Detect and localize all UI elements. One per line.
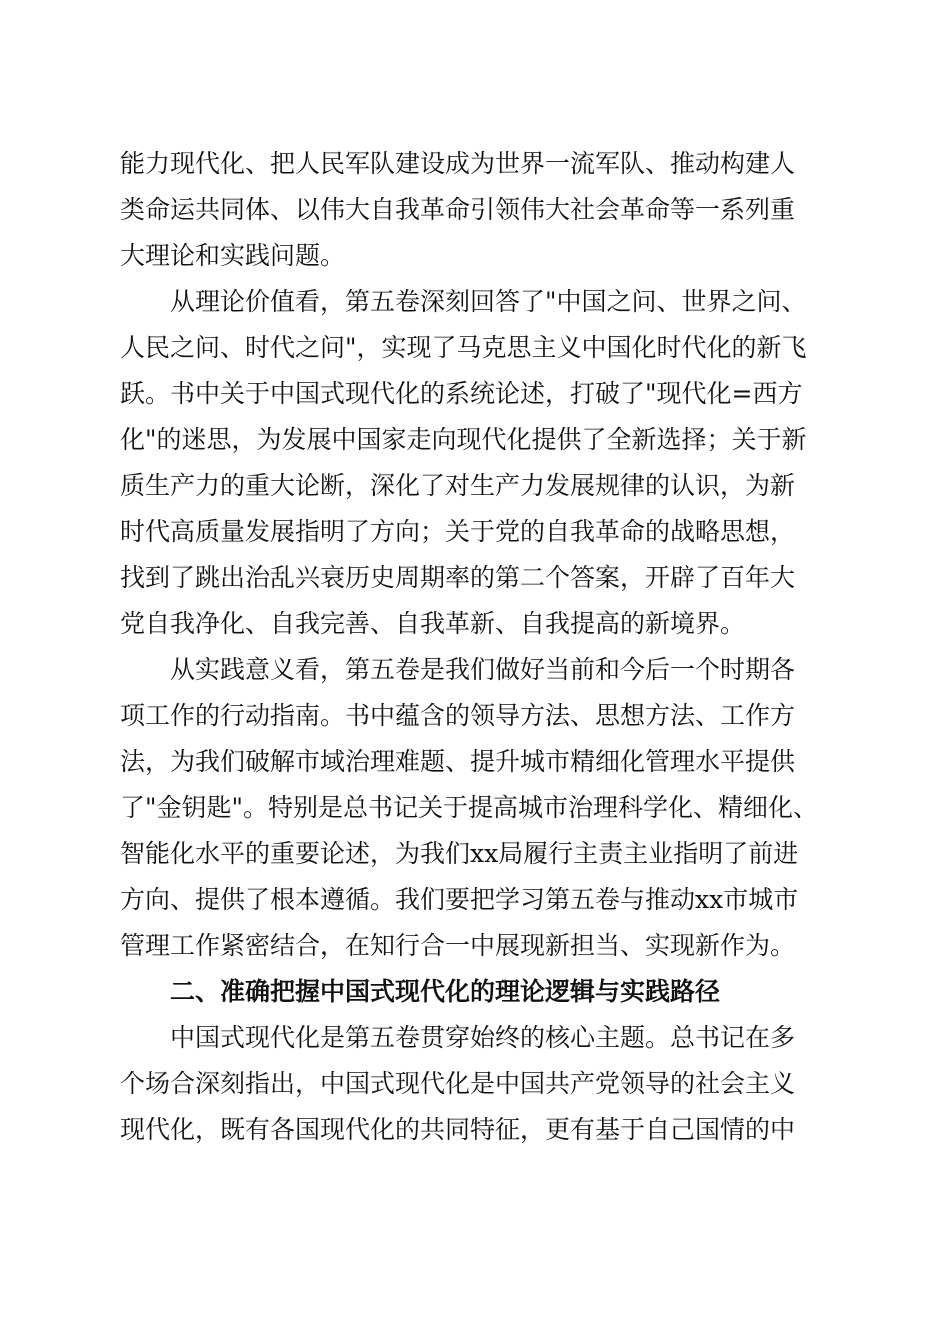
paragraph-2-line-8: 党自我净化、自我完善、自我革新、自我提高的新境界。 xyxy=(120,609,746,638)
paragraph-2 xyxy=(120,279,832,647)
paragraph-2-line-6: 时代高质量发展指明了方向；关于党的自我革命的战略思想， xyxy=(120,517,796,546)
paragraph-2-line-5: 质生产力的重大论断，深化了对生产力发展规律的认识，为新 xyxy=(120,471,796,500)
paragraph-4 xyxy=(120,1015,832,1153)
paragraph-2-line-7: 找到了跳出治乱兴衰历史周期率的第二个答案，开辟了百年大 xyxy=(120,563,796,592)
paragraph-1 xyxy=(120,141,832,279)
paragraph-3-line-7: 管理工作紧密结合，在知行合一中展现新担当、实现新作为。 xyxy=(120,931,796,960)
paragraph-4-line-2: 个场合深刻指出，中国式现代化是中国共产党领导的社会主义 xyxy=(120,1069,796,1098)
paragraph-3-line-2: 项工作的行动指南。书中蕴含的领导方法、思想方法、工作方 xyxy=(120,701,796,730)
paragraph-1-line-2: 类命运共同体、以伟大自我革命引领伟大社会革命等一系列重 xyxy=(120,195,796,224)
paragraph-3-line-3: 法，为我们破解市域治理难题、提升城市精细化管理水平提供 xyxy=(120,747,796,776)
section-heading: 二、准确把握中国式现代化的理论逻辑与实践路径 xyxy=(170,977,721,1006)
paragraph-1-line-1: 能力现代化、把人民军队建设成为世界一流军队、推动构建人 xyxy=(120,149,796,178)
paragraph-2-line-1: 从理论价值看，第五卷深刻回答了"中国之问、世界之问、 xyxy=(170,287,807,316)
paragraph-2-line-4: 化"的迷思，为发展中国家走向现代化提供了全新选择；关于新 xyxy=(120,425,807,454)
paragraph-3-line-5: 智能化水平的重要论述，为我们xx局履行主责主业指明了前进 xyxy=(120,839,799,868)
paragraph-2-line-3: 跃。书中关于中国式现代化的系统论述，打破了"现代化=西方 xyxy=(120,379,803,408)
paragraph-4-line-3: 现代化，既有各国现代化的共同特征，更有基于自己国情的中 xyxy=(120,1115,796,1144)
paragraph-4-line-1: 中国式现代化是第五卷贯穿始终的核心主题。总书记在多 xyxy=(170,1023,796,1052)
paragraph-2-line-2: 人民之问、时代之问"，实现了马克思主义中国化时代化的新飞 xyxy=(120,333,807,362)
paragraph-3 xyxy=(120,647,832,969)
section-heading-block xyxy=(120,969,832,1015)
paragraph-3-line-4: 了"金钥匙"。特别是总书记关于提高城市治理科学化、精细化、 xyxy=(120,793,819,822)
paragraph-3-line-1: 从实践意义看，第五卷是我们做好当前和今后一个时期各 xyxy=(170,655,796,684)
paragraph-3-line-6: 方向、提供了根本遵循。我们要把学习第五卷与推动xx市城市 xyxy=(120,885,799,914)
paragraph-1-line-3: 大理论和实践问题。 xyxy=(120,241,346,270)
